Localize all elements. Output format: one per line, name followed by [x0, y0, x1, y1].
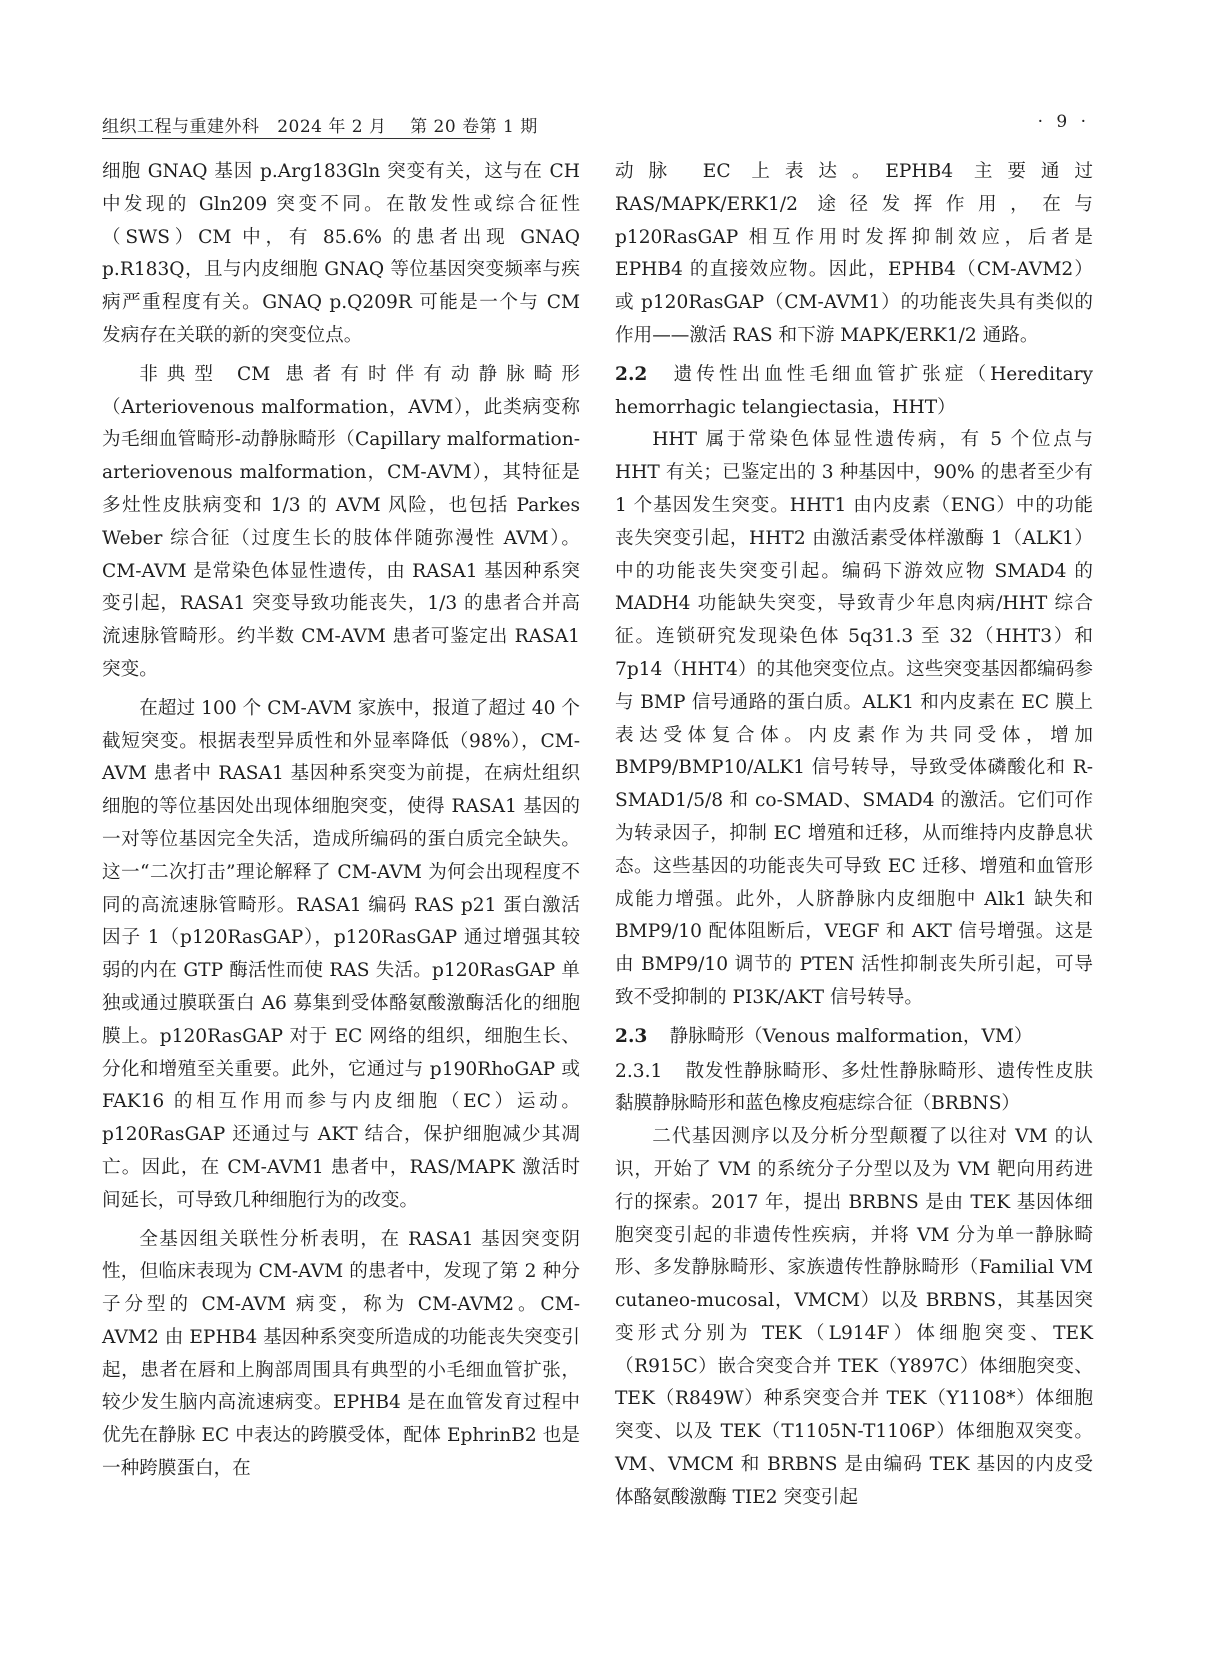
running-header [102, 108, 1090, 138]
paragraph: 非典型 CM 患者有时伴有动静脉畸形（Arteriovenous malformation，AVM），此类病变称为毛细血管畸形-动静脉畸形（Capillary malformation-arteriovenous malformation，CM-AVM），其特征是多灶性皮肤病变和 1/3 的 AVM 风险，也包括 Parkes Weber 综合征（过度生长的肢体伴随弥漫性 AVM）。CM-AVM 是常染色体显性遗传，由 RASA1 基因种系突变引起，RASA1 突变导致功能丧失，1/3 的患者合并高流速脉管畸形。约半数 CM-AVM 患者可鉴定出 RASA1 突变。 [102, 363, 580, 680]
paragraph: 全基因组关联性分析表明，在 RASA1 基因突变阴性，但临床表现为 CM-AVM 的患者中，发现了第 2 种分子分型的 CM-AVM 病变，称为 CM-AVM2。CM-AVM2 由 EPHB4 基因种系突变所造成的功能丧失突变引起，患者在唇和上胸部周围具有典型的小毛细血管扩张，较少发生脑内高流速病变。EPHB4 是在血管发育过程中优先在静脉 EC 中表达的跨膜受体，配体 EphrinB2 也是一种跨膜蛋白，在 [102, 1228, 580, 1480]
paragraph: 二代基因测序以及分析分型颠覆了以往对 VM 的认识，开始了 VM 的系统分子分型以及为 VM 靶向用药进行的探索。2017 年，提出 BRBNS 是由 TEK 基因体细胞突变引起的非遗传性疾病，并将 VM 分为单一静脉畸形、多发静脉畸形、家族遗传性静脉畸形（Familial VM cutaneo-mucosal，VMCM）以及 BRBNS，其基因突变形式分别为 TEK（L914F）体细胞突变、TEK（R915C）嵌合突变合并 TEK（Y897C）体细胞突变、TEK（R849W）种系突变合并 TEK（Y1108*）体细胞突变、以及 TEK（T1105N-T1106P）体细胞双突变。VM、VMCM 和 BRBNS 是由编码 TEK 基因的内皮受体酪氨酸激酶 TIE2 突变引起 [615, 1126, 1093, 1508]
page-number: · 9 · [1037, 112, 1090, 132]
right-column [615, 156, 1093, 1515]
header-rule [102, 138, 490, 139]
section-title: 静脉畸形（Venous malformation，VM） [669, 1025, 1033, 1047]
subsection-number: 2.3.1 [615, 1060, 663, 1082]
subsection-heading-2-3-1 [615, 1056, 1093, 1122]
section-heading-2-3 [615, 1021, 1093, 1054]
section-title: 遗传性出血性毛细血管扩张症（Hereditary hemorrhagic telangiectasia，HHT） [615, 363, 1093, 418]
paragraph: 在超过 100 个 CM-AVM 家族中，报道了超过 40 个截短突变。根据表型异质性和外显率降低（98%），CM-AVM 患者中 RASA1 基因种系突变为前提，在病灶组织细胞的等位基因处出现体细胞突变，使得 RASA1 基因的一对等位基因完全失活，造成所编码的蛋白质完全缺失。这一“二次打击”理论解释了 CM-AVM 为何会出现程度不同的高流速脉管畸形。RASA1 编码 RAS p21 蛋白激活因子 1（p120RasGAP），p120RasGAP 通过增强其较弱的内在 GTP 酶活性而使 RAS 失活。p120RasGAP 单独或通过膜联蛋白 A6 募集到受体酪氨酸激酶活化的细胞膜上。p120RasGAP 对于 EC 网络的组织，细胞生长、分化和增殖至关重要。此外，它通过与 p190RhoGAP 或 FAK16 的相互作用而参与内皮细胞（EC）运动。p120RasGAP 还通过与 AKT 结合，保护细胞减少其凋亡。因此，在 CM-AVM1 患者中，RAS/MAPK 激活时间延长，可导致几种细胞行为的改变。 [102, 697, 580, 1211]
paragraph: HHT 属于常染色体显性遗传病，有 5 个位点与 HHT 有关；已鉴定出的 3 种基因中，90% 的患者至少有 1 个基因发生突变。HHT1 由内皮素（ENG）中的功能丧失突变引起，HHT2 由激活素受体样激酶 1（ALK1）中的功能丧失突变引起。编码下游效应物 SMAD4 的 MADH4 功能缺失突变，导致青少年息肉病/HHT 综合征。连锁研究发现染色体 5q31.3 至 32（HHT3）和 7p14（HHT4）的其他突变位点。这些突变基因都编码参与 BMP 信号通路的蛋白质。ALK1 和内皮素在 EC 膜上表达受体复合体。内皮素作为共同受体，增加 BMP9/BMP10/ALK1 信号转导，导致受体磷酸化和 R-SMAD1/5/8 和 co-SMAD、SMAD4 的激活。它们可作为转录因子，抑制 EC 增殖和迁移，从而维持内皮静息状态。这些基因的功能丧失可导致 EC 迁移、增殖和血管形成能力增强。此外，人脐静脉内皮细胞中 Alk1 缺失和 BMP9/10 配体阻断后，VEGF 和 AKT 信号增强。这是由 BMP9/10 调节的 PTEN 活性抑制丧失所引起，可导致不受抑制的 PI3K/AKT 信号转导。 [615, 429, 1093, 1008]
section-number: 2.3 [615, 1025, 648, 1047]
paragraph: 细胞 GNAQ 基因 p.Arg183Gln 突变有关，这与在 CH 中发现的 Gln209 突变不同。在散发性或综合征性（SWS）CM 中，有 85.6% 的患者出现 GNAQ p.R183Q，且与内皮细胞 GNAQ 等位基因突变频率与疾病严重程度有关。GNAQ p.Q209R 可能是一个与 CM 发病存在关联的新的突变位点。 [102, 161, 580, 346]
subsection-title: 散发性静脉畸形、多灶性静脉畸形、遗传性皮肤黏膜静脉畸形和蓝色橡皮疱痣综合征（BRBNS） [615, 1060, 1093, 1115]
issue-date: 2024 年 2 月 [277, 117, 387, 137]
section-number: 2.2 [615, 363, 648, 385]
left-column [102, 156, 580, 1486]
journal-name: 组织工程与重建外科 [102, 117, 260, 137]
paragraph: 动脉 EC 上表达。EPHB4 主要通过 RAS/MAPK/ERK1/2 途径发挥作用，在与 p120RasGAP 相互作用时发挥抑制效应，后者是 EPHB4 的直接效应物。因此，EPHB4（CM-AVM2）或 p120RasGAP（CM-AVM1）的功能丧失具有类似的作用——激活 RAS 和下游 MAPK/ERK1/2 通路。 [615, 161, 1093, 346]
volume-issue: 第 20 卷第 1 期 [410, 117, 538, 137]
journal-citation [102, 112, 538, 137]
section-heading-2-2 [615, 359, 1093, 425]
